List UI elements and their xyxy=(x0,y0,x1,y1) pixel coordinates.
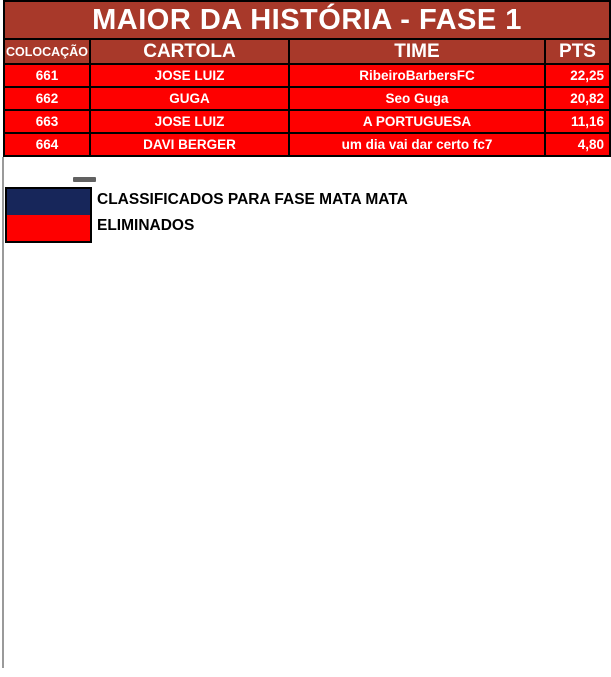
table-row xyxy=(4,110,610,133)
cell-time[interactable]: A PORTUGUESA xyxy=(289,110,545,133)
eliminated-color-swatch xyxy=(7,215,90,241)
legend xyxy=(5,187,408,243)
eliminated-label: ELIMINADOS xyxy=(97,217,195,234)
header-row xyxy=(4,39,610,64)
standings-table xyxy=(3,0,611,157)
column-header-pts[interactable]: PTS xyxy=(545,39,610,64)
artifact-mark xyxy=(73,177,96,182)
cell-cartola[interactable]: JOSE LUIZ xyxy=(90,64,289,87)
classified-label: CLASSIFICADOS PARA FASE MATA MATA xyxy=(97,191,408,208)
page-title[interactable]: MAIOR DA HISTÓRIA - FASE 1 xyxy=(4,1,610,39)
cell-pts[interactable]: 22,25 xyxy=(545,64,610,87)
cell-colocacao[interactable]: 664 xyxy=(4,133,90,156)
standings-body xyxy=(4,1,610,156)
legend-swatch-box xyxy=(5,187,92,243)
cell-colocacao[interactable]: 663 xyxy=(4,110,90,133)
page-break-line xyxy=(2,157,4,668)
cell-colocacao[interactable]: 662 xyxy=(4,87,90,110)
column-header-colocacao[interactable]: COLOCAÇÃO xyxy=(4,39,90,64)
cell-time[interactable]: um dia vai dar certo fc7 xyxy=(289,133,545,156)
cell-pts[interactable]: 11,16 xyxy=(545,110,610,133)
table-row xyxy=(4,133,610,156)
column-header-cartola[interactable]: CARTOLA xyxy=(90,39,289,64)
column-header-time[interactable]: TIME xyxy=(289,39,545,64)
cell-time[interactable]: RibeiroBarbersFC xyxy=(289,64,545,87)
cell-cartola[interactable]: DAVI BERGER xyxy=(90,133,289,156)
cell-cartola[interactable]: JOSE LUIZ xyxy=(90,110,289,133)
cell-colocacao[interactable]: 661 xyxy=(4,64,90,87)
cell-time[interactable]: Seo Guga xyxy=(289,87,545,110)
cell-pts[interactable]: 20,82 xyxy=(545,87,610,110)
classified-color-swatch xyxy=(7,189,90,215)
title-row xyxy=(4,1,610,39)
table-row xyxy=(4,87,610,110)
table-row xyxy=(4,64,610,87)
legend-labels xyxy=(97,187,408,239)
cell-pts[interactable]: 4,80 xyxy=(545,133,610,156)
cell-cartola[interactable]: GUGA xyxy=(90,87,289,110)
